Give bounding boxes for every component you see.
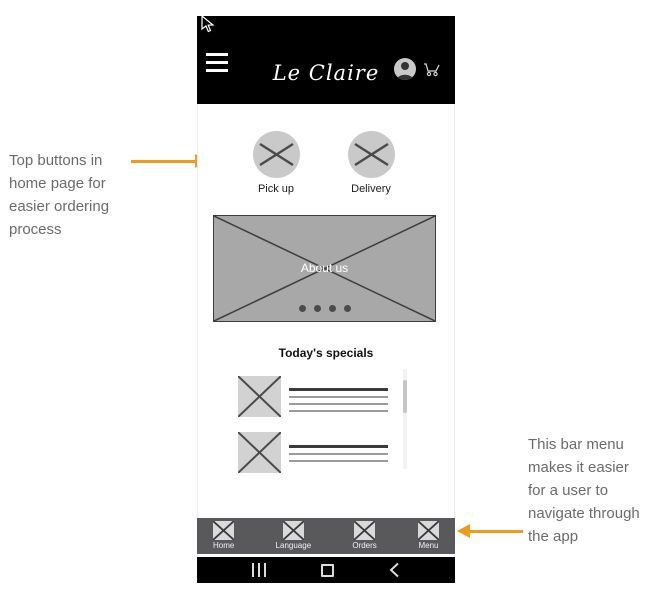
carousel-dot[interactable] xyxy=(344,305,351,312)
text-placeholder-lines xyxy=(289,388,388,417)
arrow-shaft xyxy=(469,530,523,533)
nav-item-language[interactable] xyxy=(276,521,312,554)
app-header xyxy=(197,16,455,104)
back-chevron-icon[interactable] xyxy=(389,562,400,578)
arrow-shaft xyxy=(131,160,196,163)
android-nav-bar xyxy=(197,557,455,583)
pickup-label: Pick up xyxy=(257,183,295,195)
annotation-left: Top buttons in home page for easier ordering process xyxy=(9,152,110,238)
annotation-right: This bar menu makes it easier for a user to navigate through the app xyxy=(528,436,640,545)
image-placeholder-x-icon xyxy=(238,376,281,417)
placeholder-x-icon xyxy=(253,131,300,178)
arrow-head xyxy=(457,524,470,538)
placeholder-x-icon xyxy=(348,131,395,178)
scrollbar[interactable] xyxy=(403,369,407,469)
app-title: Le Claire xyxy=(272,61,380,85)
specials-heading: Today's specials xyxy=(278,346,374,360)
annotation-arrow-left-icon xyxy=(457,524,523,539)
cursor-icon xyxy=(199,14,217,34)
placeholder-x-icon xyxy=(354,521,375,540)
nav-item-home[interactable] xyxy=(213,521,234,554)
nav-label: Home xyxy=(213,541,235,550)
cart-icon[interactable] xyxy=(423,61,441,77)
nav-label: Language xyxy=(275,541,312,550)
pickup-button[interactable] xyxy=(245,131,307,195)
text-placeholder-lines xyxy=(289,445,388,467)
carousel-dot[interactable] xyxy=(299,305,306,312)
carousel-dot[interactable] xyxy=(314,305,321,312)
nav-item-menu[interactable] xyxy=(418,521,439,554)
delivery-button[interactable] xyxy=(340,131,402,195)
scrollbar-thumb[interactable] xyxy=(403,380,407,413)
nav-item-orders[interactable] xyxy=(352,521,376,554)
profile-icon[interactable] xyxy=(394,58,416,80)
carousel-dots xyxy=(214,305,435,312)
special-item[interactable] xyxy=(238,376,388,418)
about-us-banner[interactable] xyxy=(213,215,436,322)
placeholder-x-icon xyxy=(213,521,234,540)
placeholder-x-icon xyxy=(283,521,304,540)
special-item[interactable] xyxy=(238,432,388,474)
banner-caption: About us xyxy=(300,261,349,275)
phone-frame xyxy=(197,16,455,582)
recents-icon[interactable] xyxy=(252,563,266,577)
delivery-label: Delivery xyxy=(351,183,391,195)
bottom-nav xyxy=(197,518,455,554)
placeholder-x-icon xyxy=(418,521,439,540)
carousel-dot[interactable] xyxy=(329,305,336,312)
image-placeholder-x-icon xyxy=(238,432,281,473)
home-square-icon[interactable] xyxy=(321,564,334,577)
nav-label: Orders xyxy=(352,541,377,550)
nav-label: Menu xyxy=(418,541,439,550)
